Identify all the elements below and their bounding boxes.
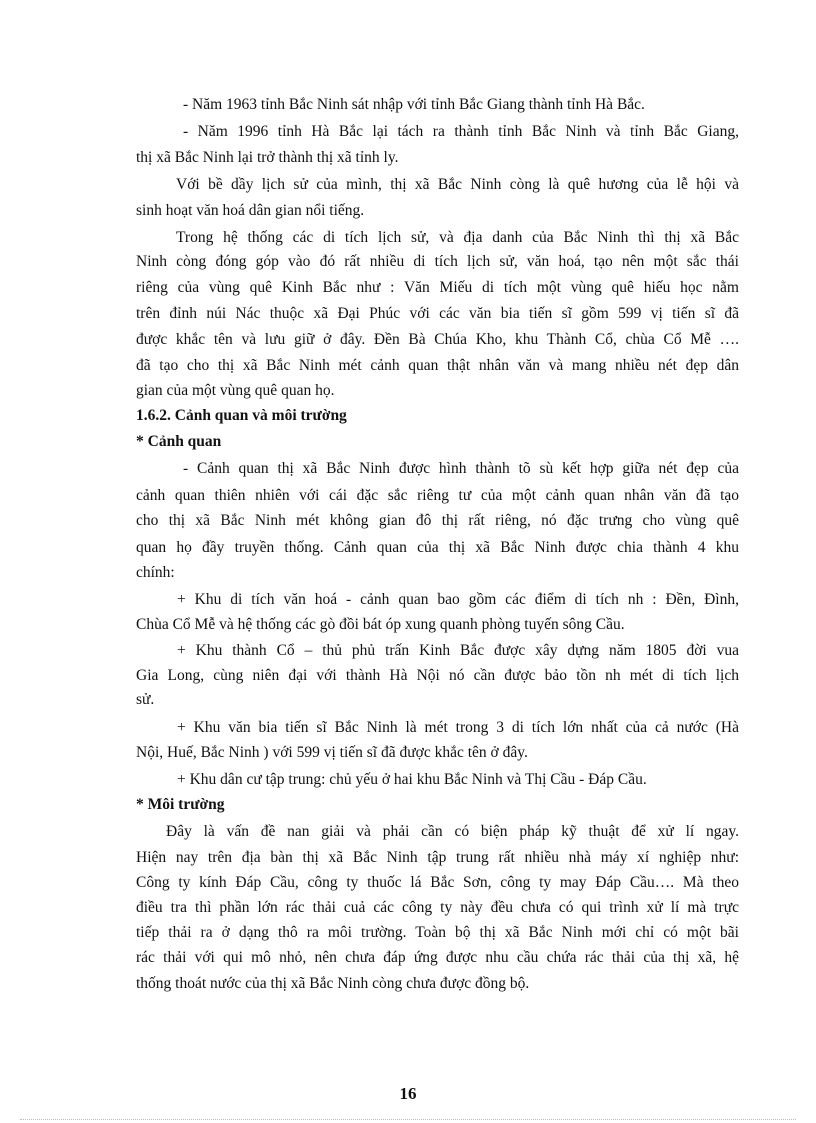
paragraph-line: tiếp thải ra ở dạng thô ra môi trường. Toàn bộ thị xã Bắc Ninh mới chỉ có một bãi <box>136 924 739 941</box>
paragraph-line: Nội, Huế, Bắc Ninh ) với 599 vị tiến sĩ đã được khắc tên ở đây. <box>136 744 528 761</box>
list-item: + Khu văn bia tiến sĩ Bắc Ninh là mét trong 3 di tích lớn nhất của cả nước (Hà <box>177 719 739 736</box>
paragraph-line: sinh hoạt văn hoá dân gian nổi tiếng. <box>136 202 365 219</box>
paragraph-line: riêng của vùng quê Kinh Bắc như : Văn Miếu di tích một vùng quê hiếu học nằm <box>136 279 739 296</box>
list-item: + Khu dân cư tập trung: chủ yếu ở hai khu Bắc Ninh và Thị Cầu - Đáp Cầu. <box>177 771 647 788</box>
paragraph-line: trên đỉnh núi Nác thuộc xã Đại Phúc với các văn bia tiến sĩ gồm 599 vị tiến sĩ đã <box>136 305 739 322</box>
footer-divider <box>20 1119 796 1120</box>
paragraph-line: Công ty kính Đáp Cầu, công ty thuốc lá Bắc Sơn, công ty may Đáp Cầu…. Mà theo <box>136 874 739 891</box>
paragraph-line: đã tạo cho thị xã Bắc Ninh mét cảnh quan thật nhân văn và mang nhiều nét đẹp dân <box>136 357 739 374</box>
section-heading: 1.6.2. Cảnh quan và môi trường <box>136 407 347 424</box>
paragraph-line: - Năm 1996 tỉnh Hà Bắc lại tách ra thành tỉnh Bắc Ninh và tỉnh Bắc Giang, <box>183 123 739 140</box>
subsection-heading: * Môi trường <box>136 796 225 813</box>
paragraph-line: thống thoát nước của thị xã Bắc Ninh còng chưa được đồng bộ. <box>136 975 530 992</box>
page-number: 16 <box>399 1084 417 1103</box>
paragraph-line: chính: <box>136 564 175 581</box>
paragraph-line: cho thị xã Bắc Ninh mét không gian đô thị rất riêng, nó đặc trưng cho vùng quê <box>136 512 739 529</box>
paragraph-line: Hiện nay trên địa bàn thị xã Bắc Ninh tập trung rất nhiều nhà máy xí nghiệp như: <box>136 849 739 866</box>
paragraph-line: điều tra thì phần lớn rác thải cuả các công ty này đều chưa có qui trình xử lí mà trực <box>136 899 739 916</box>
paragraph-line: quan họ đầy truyền thống. Cảnh quan của thị xã Bắc Ninh được chia thành 4 khu <box>136 539 739 556</box>
paragraph-line: - Năm 1963 tỉnh Bắc Ninh sát nhập với tỉnh Bắc Giang thành tỉnh Hà Bắc. <box>183 96 645 113</box>
subsection-heading: * Cảnh quan <box>136 433 222 450</box>
list-item: + Khu thành Cổ – thủ phủ trấn Kinh Bắc được xây dựng năm 1805 đời vua <box>177 642 739 659</box>
paragraph-line: Đây là vấn đề nan giải và phải cần có biện pháp kỹ thuật để xử lí ngay. <box>166 823 739 840</box>
paragraph-line: Trong hệ thống các di tích lịch sử, và địa danh của Bắc Ninh thì thị xã Bắc <box>176 229 739 246</box>
paragraph-line: - Cảnh quan thị xã Bắc Ninh được hình thành tõ sù kết hợp giữa nét đẹp của <box>183 460 739 477</box>
paragraph-line: gian của một vùng quê quan họ. <box>136 382 335 399</box>
paragraph-line: Gia Long, cùng niên đại với thành Hà Nội nó cần được bảo tồn nh mét di tích lịch <box>136 667 739 684</box>
paragraph-line: sử. <box>136 691 155 708</box>
paragraph-line: Với bề dầy lịch sử của mình, thị xã Bắc Ninh còng là quê hương của lễ hội và <box>176 176 739 193</box>
list-item: + Khu di tích văn hoá - cảnh quan bao gồm các điểm di tích nh : Đền, Đình, <box>177 591 739 608</box>
paragraph-line: rác thải với qui mô nhỏ, nên chưa đáp ứng được nhu cầu chứa rác thải của thị xã, hệ <box>136 949 739 966</box>
paragraph-line: cảnh quan thiên nhiên với cái đặc sắc riêng tư của một cảnh quan nhân văn đã tạo <box>136 487 739 504</box>
paragraph-line: được khắc tên và lưu giữ ở đây. Đền Bà Chúa Kho, khu Thành Cổ, chùa Cổ Mễ …. <box>136 331 739 348</box>
paragraph-line: Chùa Cổ Mễ và hệ thống các gò đồi bát óp xung quanh phòng tuyến sông Cầu. <box>136 616 625 633</box>
paragraph-line: thị xã Bắc Ninh lại trở thành thị xã tỉnh ly. <box>136 149 399 166</box>
paragraph-line: Ninh còng đóng góp vào đó rất nhiều di tích lịch sử, văn hoá, tạo nên một sắc thái <box>136 253 739 270</box>
